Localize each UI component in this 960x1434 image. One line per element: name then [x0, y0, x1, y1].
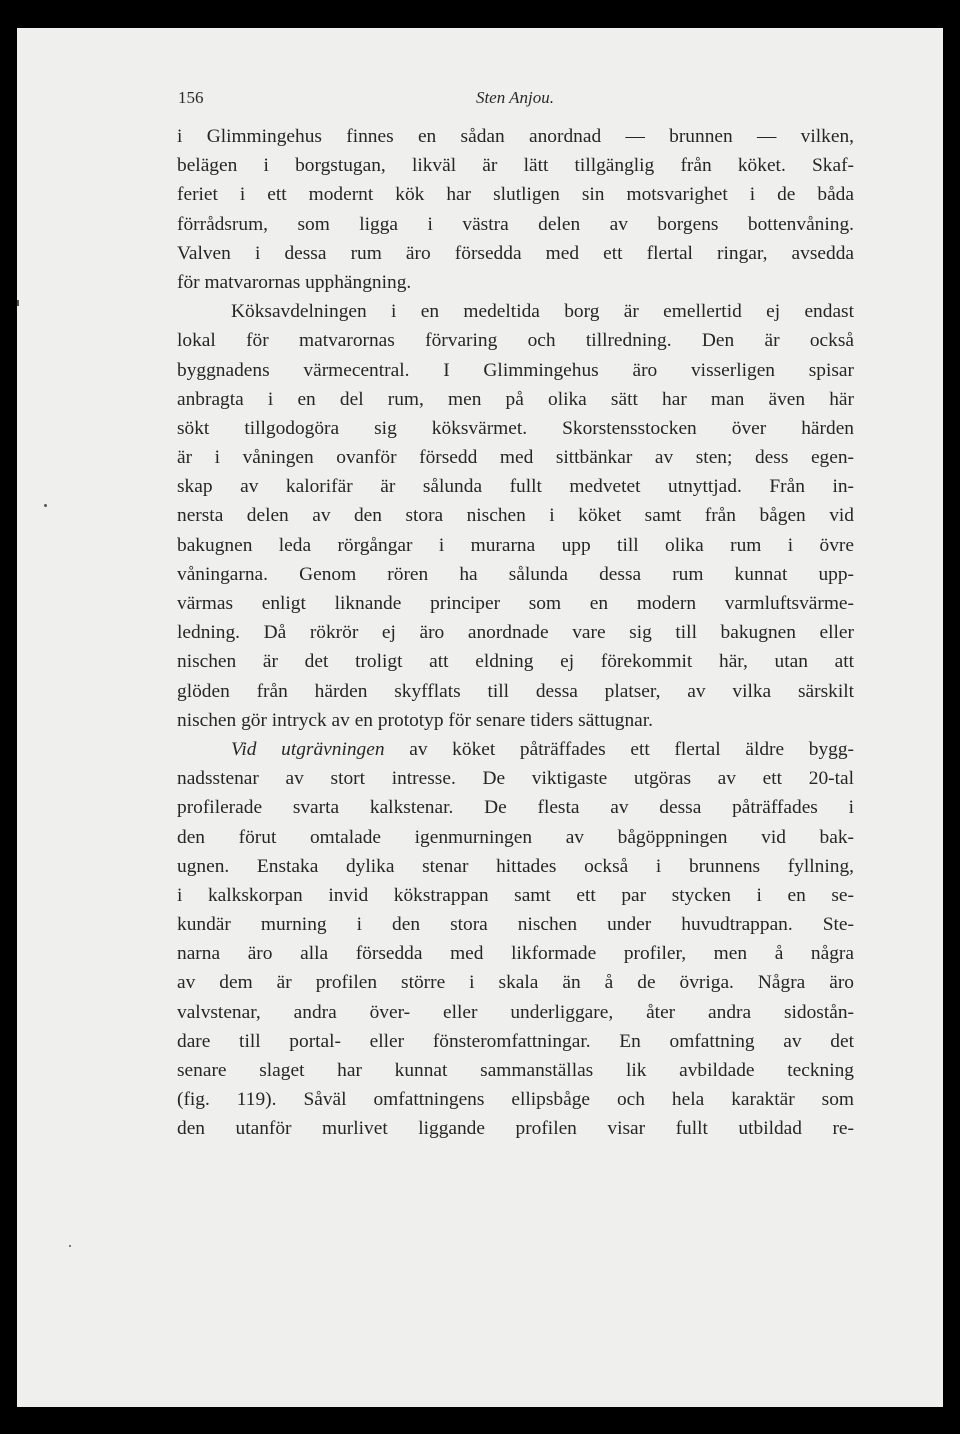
- text-line: Valven i dessa rum äro försedda med ett flertal ringar, avsedda: [177, 242, 854, 264]
- page-number: 156: [178, 88, 204, 107]
- scan-speck: [69, 1245, 71, 1247]
- text-line: våningarna. Genom rören ha sålunda dessa rum kunnat upp-: [177, 563, 854, 585]
- text-line: kundär murning i den stora nischen under huvudtrappan. Ste-: [177, 914, 854, 936]
- text-line-rest: av köket påträffades ett flertal äldre bygg-: [409, 738, 854, 760]
- scan-speck: [44, 504, 47, 507]
- text-line: nadsstenar av stort intresse. De viktigaste utgöras av ett 20-tal: [177, 768, 854, 790]
- text-line: bakugnen leda rörgångar i murarna upp till olika rum i övre: [177, 534, 854, 556]
- text-line: feriet i ett modernt kök har slutligen sin motsvarighet i de båda: [177, 184, 854, 206]
- text-line: senare slaget har kunnat sammanställas lik avbildade teckning: [177, 1060, 854, 1081]
- text-line: för matvarornas upphängning.: [177, 271, 412, 293]
- text-line: byggnadens värmecentral. I Glimmingehus äro visserligen spisar: [177, 359, 854, 381]
- text-line: ugnen. Enstaka dylika stenar hittades också i brunnens fyllning,: [177, 855, 854, 877]
- running-head: Sten Anjou.: [475, 88, 555, 107]
- text-line-emphasis: [177, 735, 854, 764]
- text-line: nischen är det troligt att eldning ej förekommit här, utan att: [177, 651, 854, 673]
- text-line: i Glimmingehus finnes en sådan anordnad — brunnen — vilken,: [177, 126, 854, 147]
- text-line: i kalkskorpan invid kökstrappan samt ett par stycken i en se-: [177, 884, 854, 906]
- text-line: Köksavdelningen i en medeltida borg är emellertid ej endast: [231, 301, 854, 323]
- page-header: [176, 88, 854, 110]
- text-line: nischen gör intryck av en prototyp för senare tiders sättugnar.: [177, 709, 654, 731]
- text-line: den förut omtalade igenmurningen av bågöppningen vid bak-: [177, 826, 854, 848]
- text-line: den utanför murlivet liggande profilen visar fullt utbildad re-: [177, 1118, 854, 1140]
- text-line: (fig. 119). Såväl omfattningens ellipsbåge och hela karaktär som: [177, 1089, 854, 1111]
- text-line: dare till portal- eller fönsteromfattningar. En omfattning av det: [177, 1030, 854, 1052]
- emphasis-text: Vid utgrävningen: [231, 738, 385, 760]
- text-line: sökt tillgodogöra sig köksvärmet. Skorstensstocken över härden: [177, 417, 854, 439]
- text-line: värmas enligt liknande principer som en modern varmluftsvärme-: [177, 593, 854, 614]
- text-line: narna äro alla försedda med likformade profiler, men å några: [177, 943, 854, 965]
- scan-speck: [17, 300, 19, 306]
- body-text: [177, 122, 854, 1144]
- text-line: av dem är profilen större i skala än å de övriga. Några äro: [177, 972, 854, 994]
- text-line: ledning. Då rökrör ej äro anordnade vare sig till bakugnen eller: [177, 622, 854, 644]
- text-line: skap av kalorifär är sålunda fullt medvetet utnyttjad. Från in-: [177, 476, 854, 498]
- text-line: är i våningen ovanför försedd med sittbänkar av sten; dess egen-: [177, 447, 854, 469]
- text-line: belägen i borgstugan, likväl är lätt tillgänglig från köket. Skaf-: [177, 155, 854, 177]
- text-line: valvstenar, andra över- eller underliggare, åter andra sidostån-: [177, 1001, 854, 1023]
- text-line: nersta delen av den stora nischen i köket samt från bågen vid: [177, 505, 854, 527]
- text-line: lokal för matvarornas förvaring och tillredning. Den är också: [177, 330, 854, 352]
- text-line: glöden från härden skyfflats till dessa platser, av vilka särskilt: [177, 680, 854, 702]
- text-line: anbragta i en del rum, men på olika sätt har man även här: [177, 388, 854, 410]
- text-line: förrådsrum, som ligga i västra delen av borgens bottenvåning.: [177, 213, 854, 235]
- text-line: profilerade svarta kalkstenar. De flesta av dessa påträffades i: [177, 797, 854, 819]
